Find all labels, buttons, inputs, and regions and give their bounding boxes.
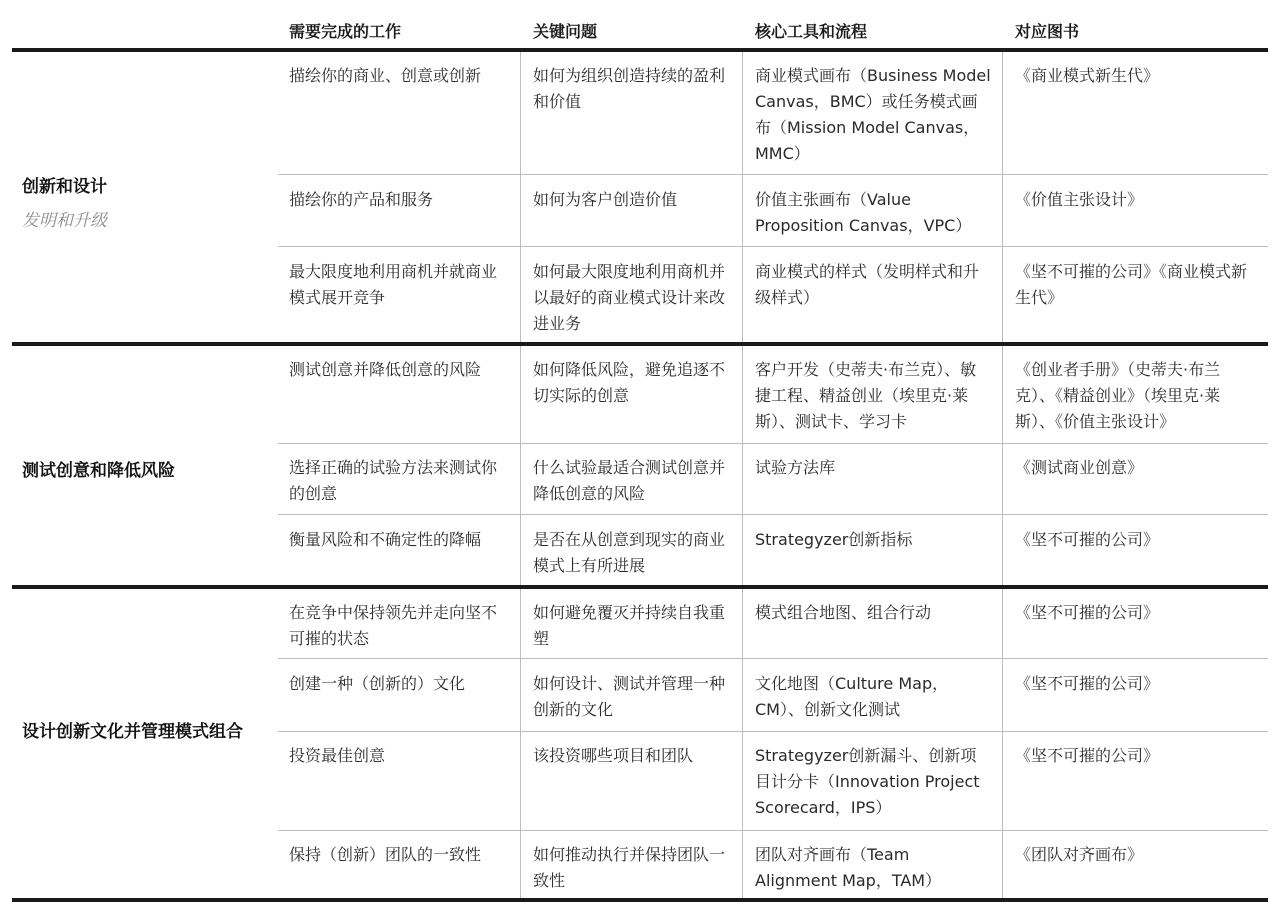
cell-job: 创建一种（创新的）文化 [289,674,466,693]
cell-tool: 客户开发（史蒂夫·布兰克）、敏捷工程、精益创业（埃里克·莱斯）、测试卡、学习卡 [755,360,977,431]
cell-question: 如何降低风险，避免追逐不切实际的创意 [533,360,726,405]
cell-question: 如何避免覆灭并持续自我重塑 [533,603,726,648]
cell-question: 是否在从创意到现实的商业模式上有所进展 [533,530,726,575]
cell-job: 最大限度地利用商机并就商业模式展开竞争 [289,262,498,307]
cell-book: 《团队对齐画布》 [1015,845,1144,864]
section-divider [12,898,1268,902]
cell-tool: Strategyzer创新漏斗、创新项目计分卡（Innovation Project Scorecard，IPS） [755,746,980,817]
cell-job: 测试创意并降低创意的风险 [289,360,482,379]
cell-job: 在竞争中保持领先并走向坚不可摧的状态 [289,603,498,648]
column-divider [742,52,743,342]
column-divider [1002,589,1003,898]
section-divider [12,585,1268,589]
column-divider [520,52,521,342]
column-header-key-questions: 关键问题 [533,22,598,41]
cell-job: 描绘你的商业、创意或创新 [289,66,482,85]
cell-tool: 团队对齐画布（Team Alignment Map，TAM） [755,845,942,890]
cell-job: 投资最佳创意 [289,746,386,765]
cell-book: 《商业模式新生代》 [1015,66,1160,85]
cell-book: 《坚不可摧的公司》 [1015,746,1160,765]
column-header-books: 对应图书 [1015,22,1080,41]
group-title: 测试创意和降低风险 [22,461,175,481]
cell-tool: 价值主张画布（Value Proposition Canvas，VPC） [755,190,972,235]
cell-job: 保持（创新）团队的一致性 [289,845,482,864]
row-divider [278,658,1268,659]
cell-tool: Strategyzer创新指标 [755,530,913,549]
section-divider [12,342,1268,346]
cell-question: 什么试验最适合测试创意并降低创意的风险 [533,458,726,503]
row-divider [278,514,1268,515]
column-header-core-tools: 核心工具和流程 [755,22,868,41]
section-divider [12,48,1268,52]
row-divider [278,830,1268,831]
cell-job: 选择正确的试验方法来测试你的创意 [289,458,498,503]
cell-book: 《价值主张设计》 [1015,190,1144,209]
cell-tool: 文化地图（Culture Map，CM）、创新文化测试 [755,674,949,719]
cell-tool: 模式组合地图、组合行动 [755,603,932,622]
group-title: 创新和设计 [22,177,107,197]
column-divider [1002,346,1003,585]
cell-question: 如何为客户创造价值 [533,190,678,209]
group-subtitle: 发明和升级 [22,211,107,231]
cell-book: 《坚不可摧的公司》 [1015,603,1160,622]
cell-book: 《创业者手册》（史蒂夫·布兰克）、《精益创业》（埃里克·莱斯）、《价值主张设计》 [1015,360,1221,431]
column-divider [520,589,521,898]
column-divider [742,589,743,898]
row-divider [278,174,1268,175]
cell-tool: 试验方法库 [755,458,836,477]
row-divider [278,246,1268,247]
column-divider [520,346,521,585]
cell-book: 《测试商业创意》 [1015,458,1144,477]
row-divider [278,731,1268,732]
cell-book: 《坚不可摧的公司》《商业模式新生代》 [1015,262,1248,307]
cell-tool: 商业模式的样式（发明样式和升级样式） [755,262,980,307]
cell-tool: 商业模式画布（Business Model Canvas，BMC）或任务模式画布（Mission Model Canvas，MMC） [755,66,991,163]
row-divider [278,443,1268,444]
group-title: 设计创新文化并管理模式组合 [22,722,243,742]
cell-question: 如何为组织创造持续的盈利和价值 [533,66,726,111]
column-header-jobs: 需要完成的工作 [289,22,402,41]
cell-question: 如何设计、测试并管理一种创新的文化 [533,674,726,719]
cell-question: 如何最大限度地利用商机并以最好的商业模式设计来改进业务 [533,262,726,333]
column-divider [1002,52,1003,342]
cell-book: 《坚不可摧的公司》 [1015,674,1160,693]
cell-job: 描绘你的产品和服务 [289,190,434,209]
column-divider [742,346,743,585]
cell-book: 《坚不可摧的公司》 [1015,530,1160,549]
cell-job: 衡量风险和不确定性的降幅 [289,530,482,549]
cell-question: 如何推动执行并保持团队一致性 [533,845,726,890]
cell-question: 该投资哪些项目和团队 [533,746,694,765]
